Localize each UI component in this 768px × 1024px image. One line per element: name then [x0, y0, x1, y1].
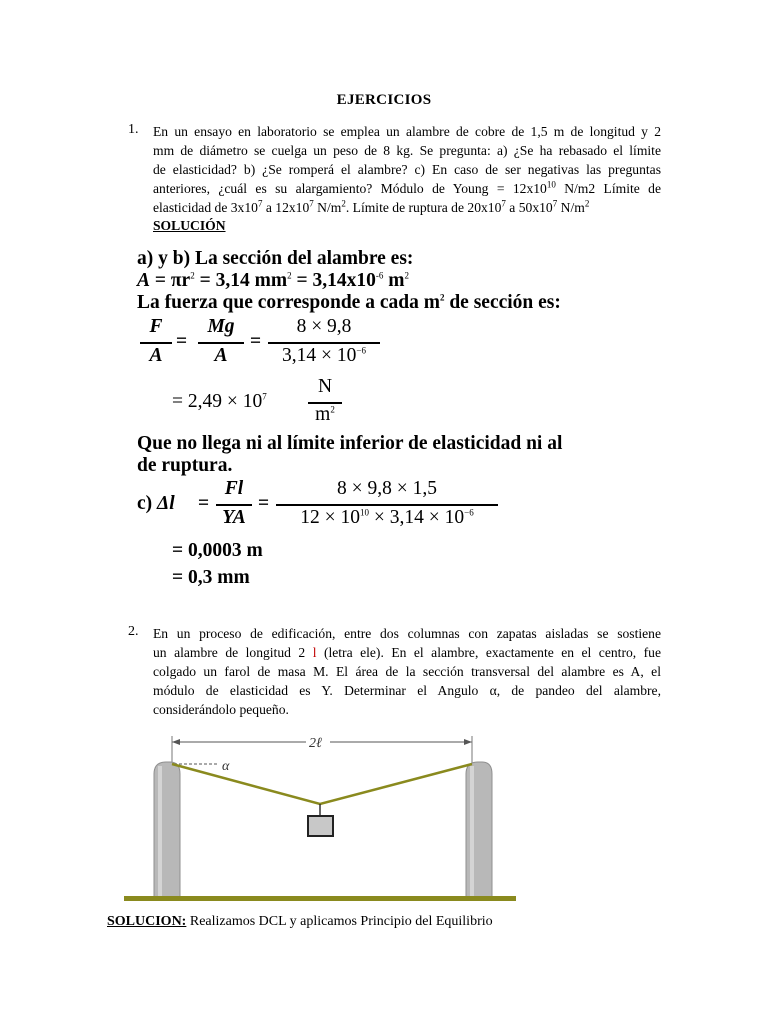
fraction-numerator: Mg	[207, 316, 235, 337]
text-run: N/m2 Límite de	[555, 181, 661, 196]
column-highlight	[158, 766, 162, 896]
fraction-bar	[216, 504, 252, 506]
exercise-1-text	[153, 122, 661, 217]
exercise-2-line: módulo de elasticidad es Y. Determinar el Angulo α, de pandeo del alambre,	[153, 683, 661, 698]
text-run: de sección es:	[444, 292, 561, 313]
text-run: a 12x10	[262, 200, 310, 215]
text-run: N/m	[557, 200, 585, 215]
superscript: 2	[341, 198, 346, 209]
superscript: 7	[552, 198, 558, 209]
math-text: m	[383, 270, 405, 291]
text-run: La fuerza que corresponde a cada m	[137, 292, 440, 313]
exercise-2-line: En un proceso de edificación, entre dos columnas con zapatas aisladas se sostiene	[153, 626, 661, 641]
solution-2-text: Realizamos DCL y aplicamos Principio del Equilibrio	[186, 914, 493, 929]
fraction-denominator: A	[214, 345, 228, 366]
fraction-numerator: 8 × 9,8	[296, 316, 352, 337]
superscript: 7	[257, 198, 263, 209]
exercise-1-line	[153, 198, 661, 217]
exercise-1-line: En un ensayo en laboratorio se emplea un alambre de cobre de 1,5 m de longitud y 2	[153, 124, 661, 139]
math-var: Δl	[157, 493, 175, 514]
equals-sign: =	[258, 493, 270, 514]
text-run: anteriores, ¿cuál es su alargamiento? Módulo de Young = 12x10	[153, 181, 547, 196]
math-text: = 3,14x10	[291, 270, 376, 291]
text-run: . Límite de ruptura de 20x10	[345, 200, 502, 215]
text-run: (letra ele). En el alambre, exactamente en el centro, fue	[316, 645, 662, 660]
math-text: = 3,14 mm	[194, 270, 288, 291]
equals-sign: =	[250, 331, 262, 352]
exercise-2-line: colgado un farol de masa M. El área de la sección transversal del alambre es A, el	[153, 664, 661, 679]
ground	[124, 896, 516, 901]
superscript: 7	[501, 198, 506, 209]
solution-heading: SOLUCIÓN	[153, 218, 226, 233]
part-c-label	[137, 493, 175, 515]
angle-label: α	[222, 759, 230, 774]
fraction-bar	[268, 342, 380, 344]
result-line: = 0,3 mm	[172, 567, 250, 588]
text-run: = 2,49 × 10	[172, 391, 263, 412]
superscript: 2	[439, 292, 445, 303]
equals-sign: =	[176, 331, 188, 352]
solution-line-4: Que no llega ni al límite inferior de elasticidad ni al	[137, 433, 563, 454]
text-run: N/m	[313, 200, 342, 215]
exercise-2-line: considerándolo pequeño.	[153, 702, 289, 717]
fraction-numerator: F	[149, 316, 163, 337]
fraction-denominator: A	[149, 345, 163, 366]
text-run: un alambre de longitud 2	[153, 645, 313, 660]
unit-numerator: N	[317, 376, 333, 397]
solution-line-3	[137, 292, 561, 314]
solution-line-1: a) y b) La sección del alambre es:	[137, 248, 414, 269]
unit-denominator	[308, 404, 342, 426]
text-run: elasticidad de 3x10	[153, 200, 258, 215]
fraction-bar	[276, 504, 498, 506]
result-value	[172, 391, 267, 413]
solution-line-2	[137, 270, 409, 292]
dimension-label: 2ℓ	[309, 736, 322, 751]
fraction-denominator: YA	[222, 507, 246, 528]
equals-sign: =	[198, 493, 210, 514]
right-column	[466, 762, 492, 898]
fraction-denominator	[268, 345, 380, 367]
text-run: 12 × 10	[300, 507, 361, 528]
math-var: A	[137, 270, 151, 291]
text-run: × 3,14 × 10	[369, 507, 465, 528]
superscript: 10	[360, 507, 370, 518]
exercise-1-line: mm de diámetro se cuelga un peso de 8 kg. Se pregunta: a) ¿Se ha rebasado el límite	[153, 143, 661, 158]
exercise-1-number: 1.	[128, 122, 139, 137]
fraction-bar	[198, 342, 244, 344]
exercise-2-line	[153, 643, 661, 662]
superscript: 10	[546, 179, 556, 190]
exercise-2-number: 2.	[128, 624, 139, 639]
fraction-numerator: 8 × 9,8 × 1,5	[337, 478, 437, 499]
superscript: -6	[375, 270, 384, 281]
fraction-bar	[140, 342, 172, 344]
arrow-left-icon	[172, 739, 180, 745]
math-text: = πr	[150, 270, 191, 291]
superscript: 2	[584, 198, 590, 209]
result-line: = 0,0003 m	[172, 540, 263, 561]
text-run: 3,14 × 10	[282, 345, 357, 366]
text-run: l	[312, 645, 317, 660]
solution-2-label: SOLUCION:	[107, 914, 187, 929]
superscript: 7	[262, 391, 267, 402]
superscript: 2	[190, 270, 195, 281]
exercise-1-line: de elasticidad? b) ¿Se romperá el alambre? c) En caso de ser negativas las preguntas	[153, 162, 661, 177]
lamp-box	[308, 816, 333, 836]
arrow-right-icon	[464, 739, 472, 745]
fraction-denominator	[276, 507, 498, 529]
solution-2-line	[107, 914, 493, 930]
fraction-numerator: Fl	[224, 478, 244, 499]
text-run: a 50x10	[505, 200, 553, 215]
page-title: EJERCICIOS	[336, 92, 432, 108]
wire	[172, 764, 472, 804]
column-wire-figure	[110, 730, 530, 905]
text-run: m	[315, 404, 331, 425]
superscript: 7	[309, 198, 314, 209]
superscript: 2	[330, 404, 335, 415]
left-column	[154, 762, 180, 898]
superscript: 2	[287, 270, 292, 281]
column-highlight	[470, 766, 474, 896]
superscript: −6	[356, 345, 366, 356]
superscript: 2	[404, 270, 409, 281]
exercise-1-line	[153, 179, 661, 198]
text-run: c)	[137, 493, 158, 514]
exercise-2-text	[153, 624, 661, 719]
superscript: −6	[464, 507, 474, 518]
solution-line-5: de ruptura.	[137, 455, 233, 476]
